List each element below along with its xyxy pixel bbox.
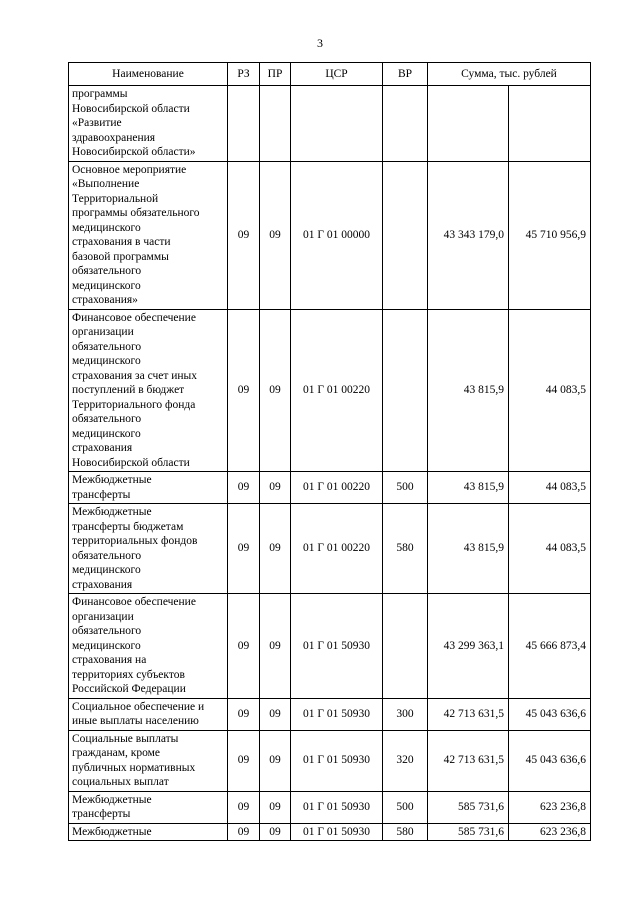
row-csr: 01 Г 01 50930 <box>291 698 383 730</box>
row-csr: 01 Г 01 00220 <box>291 309 383 472</box>
table-row <box>69 161 591 309</box>
row-csr: 01 Г 01 50930 <box>291 730 383 791</box>
row-name: Основное мероприятие «Выполнение Территориальной программы обязательного медицинского страхования в части базовой программы обязательного медицинского страхования» <box>69 161 228 309</box>
row-csr: 01 Г 01 50930 <box>291 823 383 841</box>
table-row <box>69 594 591 699</box>
row-pr: 09 <box>260 791 291 823</box>
row-vr <box>383 86 428 162</box>
row-sum-year2: 623 236,8 <box>509 791 591 823</box>
row-vr <box>383 594 428 699</box>
row-sum-year1: 42 713 631,5 <box>428 698 509 730</box>
row-sum-year2: 45 666 873,4 <box>509 594 591 699</box>
row-csr: 01 Г 01 00220 <box>291 472 383 504</box>
table-row <box>69 791 591 823</box>
page-number: 3 <box>317 36 323 50</box>
row-name: Межбюджетные трансферты <box>69 791 228 823</box>
header-sum: Сумма, тыс. рублей <box>428 63 591 86</box>
row-pr: 09 <box>260 823 291 841</box>
table-row <box>69 472 591 504</box>
row-name: Социальное обеспечение и иные выплаты населению <box>69 698 228 730</box>
row-sum-year1: 585 731,6 <box>428 791 509 823</box>
row-csr <box>291 86 383 162</box>
row-rz: 09 <box>228 504 260 594</box>
table-row <box>69 309 591 472</box>
row-rz: 09 <box>228 791 260 823</box>
table-row <box>69 730 591 791</box>
row-vr: 580 <box>383 823 428 841</box>
row-rz <box>228 86 260 162</box>
row-sum-year2: 44 083,5 <box>509 472 591 504</box>
row-sum-year2: 45 043 636,6 <box>509 730 591 791</box>
header-rz: РЗ <box>228 63 260 86</box>
header-vr: ВР <box>383 63 428 86</box>
table-row <box>69 698 591 730</box>
row-name: Финансовое обеспечение организации обязательного медицинского страхования за счет иных поступлений в бюджет Территориального фонда обязательного медицинского страхования Новосибирской области <box>69 309 228 472</box>
row-rz: 09 <box>228 472 260 504</box>
row-pr: 09 <box>260 472 291 504</box>
row-vr <box>383 309 428 472</box>
row-sum-year1: 43 343 179,0 <box>428 161 509 309</box>
table-header-row <box>69 63 591 86</box>
row-sum-year2: 45 710 956,9 <box>509 161 591 309</box>
header-name: Наименование <box>69 63 228 86</box>
row-sum-year1: 43 815,9 <box>428 504 509 594</box>
table-row <box>69 86 591 162</box>
row-pr: 09 <box>260 730 291 791</box>
row-name: Межбюджетные трансферты бюджетам территориальных фондов обязательного медицинского страхования <box>69 504 228 594</box>
row-vr <box>383 161 428 309</box>
row-rz: 09 <box>228 698 260 730</box>
row-sum-year1 <box>428 86 509 162</box>
row-pr: 09 <box>260 594 291 699</box>
row-pr: 09 <box>260 504 291 594</box>
row-vr: 300 <box>383 698 428 730</box>
row-rz: 09 <box>228 309 260 472</box>
row-name: Межбюджетные трансферты <box>69 472 228 504</box>
row-vr: 320 <box>383 730 428 791</box>
budget-table <box>68 62 591 841</box>
row-sum-year2 <box>509 86 591 162</box>
row-vr: 500 <box>383 791 428 823</box>
row-vr: 500 <box>383 472 428 504</box>
row-sum-year1: 42 713 631,5 <box>428 730 509 791</box>
table-row <box>69 504 591 594</box>
row-pr: 09 <box>260 309 291 472</box>
row-pr: 09 <box>260 161 291 309</box>
row-csr: 01 Г 01 00220 <box>291 504 383 594</box>
row-sum-year1: 43 815,9 <box>428 309 509 472</box>
row-rz: 09 <box>228 594 260 699</box>
table-row <box>69 823 591 841</box>
row-sum-year2: 45 043 636,6 <box>509 698 591 730</box>
row-name: Межбюджетные <box>69 823 228 841</box>
row-sum-year1: 585 731,6 <box>428 823 509 841</box>
row-pr <box>260 86 291 162</box>
row-sum-year2: 44 083,5 <box>509 309 591 472</box>
row-csr: 01 Г 01 50930 <box>291 594 383 699</box>
row-vr: 580 <box>383 504 428 594</box>
row-sum-year2: 44 083,5 <box>509 504 591 594</box>
row-csr: 01 Г 01 00000 <box>291 161 383 309</box>
row-name: программы Новосибирской области «Развитие здравоохранения Новосибирской области» <box>69 86 228 162</box>
row-sum-year1: 43 299 363,1 <box>428 594 509 699</box>
row-name: Социальные выплаты гражданам, кроме публичных нормативных социальных выплат <box>69 730 228 791</box>
row-rz: 09 <box>228 730 260 791</box>
row-name: Финансовое обеспечение организации обязательного медицинского страхования на территориях субъектов Российской Федерации <box>69 594 228 699</box>
row-rz: 09 <box>228 161 260 309</box>
row-sum-year2: 623 236,8 <box>509 823 591 841</box>
header-pr: ПР <box>260 63 291 86</box>
row-csr: 01 Г 01 50930 <box>291 791 383 823</box>
row-rz: 09 <box>228 823 260 841</box>
header-csr: ЦСР <box>291 63 383 86</box>
row-sum-year1: 43 815,9 <box>428 472 509 504</box>
row-pr: 09 <box>260 698 291 730</box>
